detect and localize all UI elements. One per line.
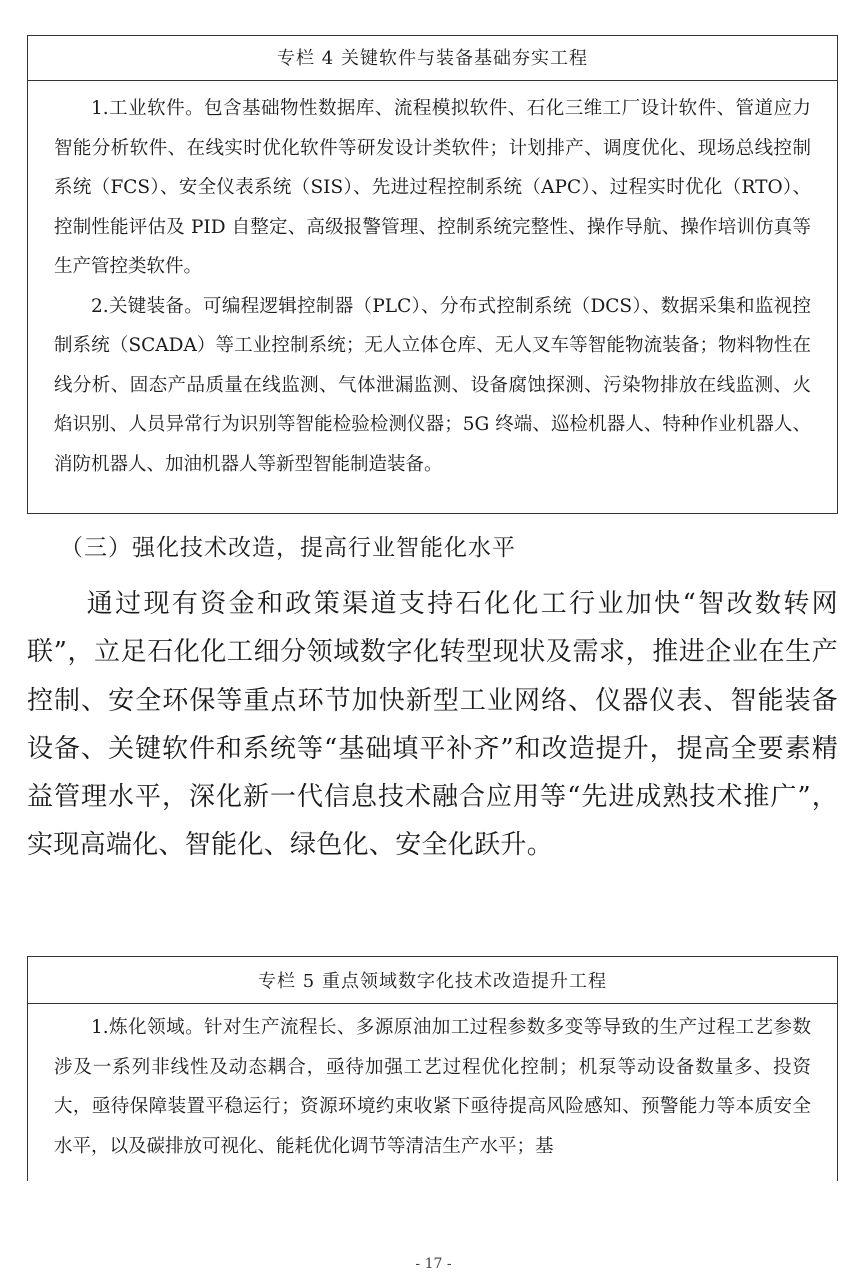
section-heading: （三）强化技术改造，提高行业智能化水平: [60, 535, 516, 561]
column-box-4: [27, 35, 838, 514]
column-box-4-body: [28, 80, 837, 484]
column-box-5-title: 专栏 5 重点领域数字化技术改造提升工程: [258, 971, 607, 992]
industrial-software-paragraph: 1.工业软件。包含基础物性数据库、流程模拟软件、石化三维工厂设计软件、管道应力智能分析软件、在线实时优化软件等研发设计类软件；计划排产、调度优化、现场总线控制系统（FCS）、安全仪表系统（SIS）、先进过程控制系统（APC）、过程实时优化（RTO）、控制性能评估及 PID 自整定、高级报警管理、控制系统完整性、操作导航、操作培训仿真等生产管控类软件。: [54, 98, 811, 277]
section-paragraph: 通过现有资金和政策渠道支持石化化工行业加快“智改数转网联”，立足石化化工细分领域数字化转型现状及需求，推进企业在生产控制、安全环保等重点环节加快新型工业网络、仪器仪表、智能装备设备、关键软件和系统等“基础填平补齐”和改造提升，提高全要素精益管理水平，深化新一代信息技术融合应用等“先进成熟技术推广”，实现高端化、智能化、绿色化、安全化跃升。: [27, 589, 838, 861]
page-number: - 17 -: [415, 1256, 452, 1272]
column-box-5-body: [28, 1003, 837, 1166]
refining-field-paragraph: 1.炼化领域。针对生产流程长、多源原油加工过程参数多变等导致的生产过程工艺参数涉及一系列非线性及动态耦合，亟待加强工艺过程优化控制；机泵等动设备数量多、投资大，亟待保障装置平稳运行；资源环境约束收紧下亟待提高风险感知、预警能力等本质安全水平，以及碳排放可视化、能耗优化调节等清洁生产水平；基: [54, 1017, 811, 1157]
key-equipment-paragraph: 2.关键装备。可编程逻辑控制器（PLC）、分布式控制系统（DCS）、数据采集和监视控制系统（SCADA）等工业控制系统；无人立体仓库、无人叉车等智能物流装备；物料物性在线分析、固态产品质量在线监测、气体泄漏监测、设备腐蚀探测、污染物排放在线监测、火焰识别、人员异常行为识别等智能检验检测仪器；5G 终端、巡检机器人、特种作业机器人、消防机器人、加油机器人等新型智能制造装备。: [54, 295, 811, 475]
column-box-4-title: 专栏 4 关键软件与装备基础夯实工程: [277, 48, 588, 69]
column-box-5: [27, 956, 838, 1181]
